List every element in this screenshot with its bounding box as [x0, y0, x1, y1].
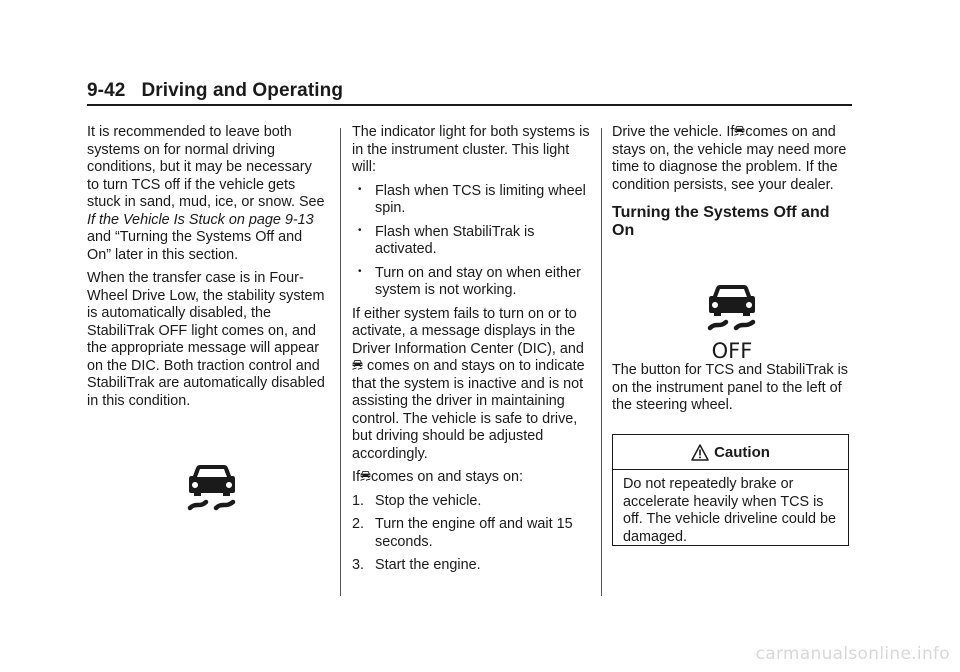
paragraph: The indicator light for both systems is in the instrument cluster. This light will:	[352, 124, 590, 175]
step-item	[352, 493, 592, 511]
column-divider	[601, 128, 602, 596]
skidding-car-icon	[352, 358, 363, 372]
list-item	[352, 265, 592, 300]
text: comes on and stays on, the vehicle may need more time to diagnose the problem. If the condition persists, see your dealer.	[612, 124, 847, 193]
paragraph	[612, 124, 852, 194]
header-rule	[87, 104, 852, 106]
list-item-text: Flash when TCS is limiting wheel spin.	[375, 182, 586, 216]
exclamation-triangle-icon	[691, 444, 709, 461]
text: and “Turning the Systems Off and On” later in this section.	[87, 229, 303, 263]
skidding-car-icon	[360, 469, 371, 483]
bullet-icon: •	[358, 265, 362, 277]
column-divider	[340, 128, 341, 596]
text: comes on and stays on to indicate that the system is inactive and is not assisting the driver in maintaining control. The vehicle is safe to drive, but driving should be adjusted accordingly.	[352, 358, 585, 462]
skidding-car-icon	[186, 462, 238, 514]
step-text: Start the engine.	[375, 557, 481, 573]
step-item	[352, 516, 592, 551]
skidding-car-off-icon	[702, 282, 762, 362]
list-item-text: Turn on and stay on when either system is not working.	[375, 264, 581, 298]
section-heading: Turning the Systems Off and On	[612, 204, 830, 239]
caution-text: Do not repeatedly brake or accelerate heavily when TCS is off. The vehicle driveline could be damaged.	[623, 476, 837, 545]
off-label: OFF	[711, 339, 753, 362]
paragraph: When the transfer case is in Four-Wheel Drive Low, the stability system is automatically disabled, the StabiliTrak OFF light comes on, and the appropriate message will appear on the DIC. Both traction control and StabiliTrak are automatically disabled in this condition.	[87, 270, 325, 409]
text: If	[352, 469, 360, 485]
caution-header	[613, 435, 848, 470]
caution-box	[612, 434, 849, 546]
paragraph	[352, 306, 592, 464]
step-number: 1.	[352, 492, 365, 509]
caution-title: Caution	[714, 443, 770, 461]
skidding-car-icon	[734, 124, 745, 138]
bullet-icon: •	[358, 183, 362, 195]
text: Drive the vehicle. If	[612, 124, 735, 140]
step-text: Stop the vehicle.	[375, 492, 482, 509]
text: It is recommended to leave both systems on for normal driving conditions, but it may be necessary to turn TCS off if the vehicle gets stuck in sand, mud, ice, or snow. See	[87, 124, 325, 210]
column-3	[612, 124, 852, 421]
list-item	[352, 224, 592, 259]
list-item-text: Flash when StabiliTrak is activated.	[375, 223, 535, 257]
paragraph	[352, 469, 592, 487]
column-2	[352, 124, 592, 581]
page-header	[87, 80, 343, 102]
step-number: 3.	[352, 557, 365, 573]
paragraph	[87, 124, 327, 264]
bullet-icon: •	[358, 224, 362, 236]
step-number: 2.	[352, 516, 365, 532]
step-item	[352, 557, 592, 575]
list-item	[352, 183, 592, 218]
page-number: 9-42	[87, 80, 126, 101]
section-title: Driving and Operating	[141, 80, 344, 101]
text: comes on and stays on:	[371, 469, 523, 485]
cross-reference-link[interactable]: If the Vehicle Is Stuck on page 9-13	[87, 211, 314, 228]
watermark: carmanualsonline.info	[755, 644, 950, 664]
column-1	[87, 124, 327, 416]
text: If either system fails to turn on or to activate, a message displays in the Driver Information Center (DIC), and	[352, 305, 584, 357]
step-text: Turn the engine off and wait 15 seconds.	[375, 516, 573, 550]
paragraph: The button for TCS and StabiliTrak is on the instrument panel to the left of the steering wheel.	[612, 362, 848, 413]
